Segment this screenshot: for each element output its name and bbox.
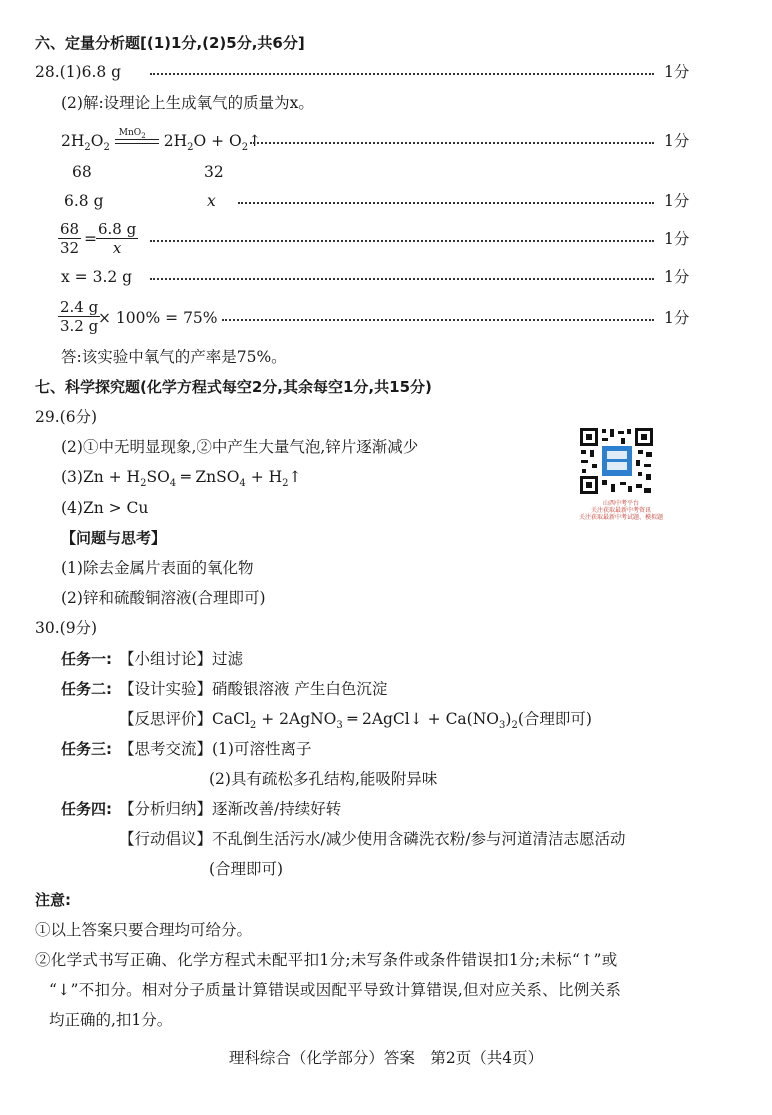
molar-ratio-right: 32 [204, 163, 224, 181]
think-heading: 【问题与思考】 [61, 529, 167, 547]
section-6-heading: 六、定量分析题[(1)1分,(2)5分,共6分] [35, 34, 305, 52]
task-4-text-3: (合理即可) [209, 860, 284, 878]
task-4-text-2: 【行动倡议】不乱倒生活污水/减少使用含磷洗衣粉/参与河道清洁志愿活动 [119, 830, 626, 848]
note-2-line-3: 均正确的,扣1分。 [49, 1011, 173, 1029]
q29-part4: (4)Zn > Cu [61, 499, 149, 517]
dot-leader [222, 319, 654, 321]
reactant: $2H_2O_2$ [61, 132, 110, 154]
q28-part2-setup: (2)解:设理论上生成氧气的质量为x。 [61, 94, 314, 112]
q29-part2: (2)①中无明显现象,②中产生大量气泡,锌片逐渐减少 [61, 438, 419, 456]
task-1-text: 【小组讨论】过滤 [119, 650, 244, 668]
dot-leader [238, 202, 654, 204]
task-3-text-2: (2)具有疏松多孔结构,能吸附异味 [209, 770, 438, 788]
products: $2H_2O$ + $O_2↑$ [163, 132, 262, 154]
page-footer: 理科综合（化学部分）答案 第2页（共4页） [228, 1049, 544, 1067]
reaction-arrow [115, 128, 159, 149]
q30-title: 30.(9分) [35, 619, 98, 637]
yield-result: × 100% = 75% [98, 309, 218, 327]
points-label: 1分 [664, 230, 690, 248]
q29-title: 29.(6分) [35, 408, 98, 426]
catalyst-label: MnO$_2$ [118, 128, 146, 140]
dot-leader [250, 142, 654, 144]
task-1-label: 任务一: [61, 650, 112, 668]
think-answer-2: (2)锌和硫酸铜溶液(合理即可) [61, 589, 266, 607]
task-2-text: 【设计实验】硝酸银溶液 产生白色沉淀 [119, 680, 388, 698]
note-2-line-1: ②化学式书写正确、化学方程式未配平扣1分;未写条件或条件错误扣1分;未标“↑”或 [35, 951, 618, 969]
think-answer-1: (1)除去金属片表面的氧化物 [61, 559, 254, 577]
points-label: 1分 [664, 268, 690, 286]
section-7-heading: 七、科学探究题(化学方程式每空2分,其余每空1分,共15分) [35, 378, 432, 396]
task-2-reflect: 【反思评价】CaCl$_2$ + 2AgNO$_3$ ═ 2AgCl↓ + $Ca(NO_3)_2$(合理即可) [119, 710, 592, 732]
dot-leader [150, 278, 654, 280]
points-label: 1分 [664, 192, 690, 210]
q28-part1-answer: 28.(1)6.8 g [35, 63, 122, 81]
molar-ratio-left: 68 [72, 163, 92, 181]
task-3-text-1: 【思考交流】(1)可溶性离子 [119, 740, 312, 758]
dot-leader [150, 73, 654, 75]
yield-fraction: $\frac{2.4 g}{3.2 g}$ [60, 298, 99, 335]
task-3-label: 任务三: [61, 740, 112, 758]
points-label: 1分 [664, 132, 690, 150]
task-4-label: 任务四: [61, 800, 112, 818]
qr-code-image [578, 426, 655, 496]
note-1: ①以上答案只要合理均可给分。 [35, 921, 253, 939]
q28-conclusion: 答:该实验中氧气的产率是75%。 [61, 348, 287, 366]
dot-leader [150, 240, 654, 242]
note-2-line-2: “↓”不扣分。相对分子质量计算错误或因配平导致计算错误,但对应关系、比例关系 [49, 981, 622, 999]
unknown-mass: x [207, 192, 216, 210]
q29-part3-equation: $(3)Zn + H_2SO_4$ ═ ZnSO$_4$ + $H_2↑$ [61, 468, 302, 490]
equals-sign: = [84, 230, 97, 248]
calculated-mass: x = 3.2 g [61, 268, 133, 286]
qr-caption: 山西中考平台 关注获取最新中考资讯 关注获取最新中考试题、模拟题 [578, 500, 663, 521]
task-2-label: 任务二: [61, 680, 112, 698]
points-label: 1分 [664, 63, 690, 81]
given-mass: 6.8 g [64, 192, 104, 210]
points-label: 1分 [664, 309, 690, 327]
notes-heading: 注意: [35, 891, 71, 909]
proportion-left: $\frac{68}{32}$ [60, 220, 80, 257]
decomposition-equation [61, 128, 262, 158]
proportion-right: $\frac{6.8 g}{x}$ [98, 220, 137, 257]
task-4-text-1: 【分析归纳】逐渐改善/持续好转 [119, 800, 342, 818]
